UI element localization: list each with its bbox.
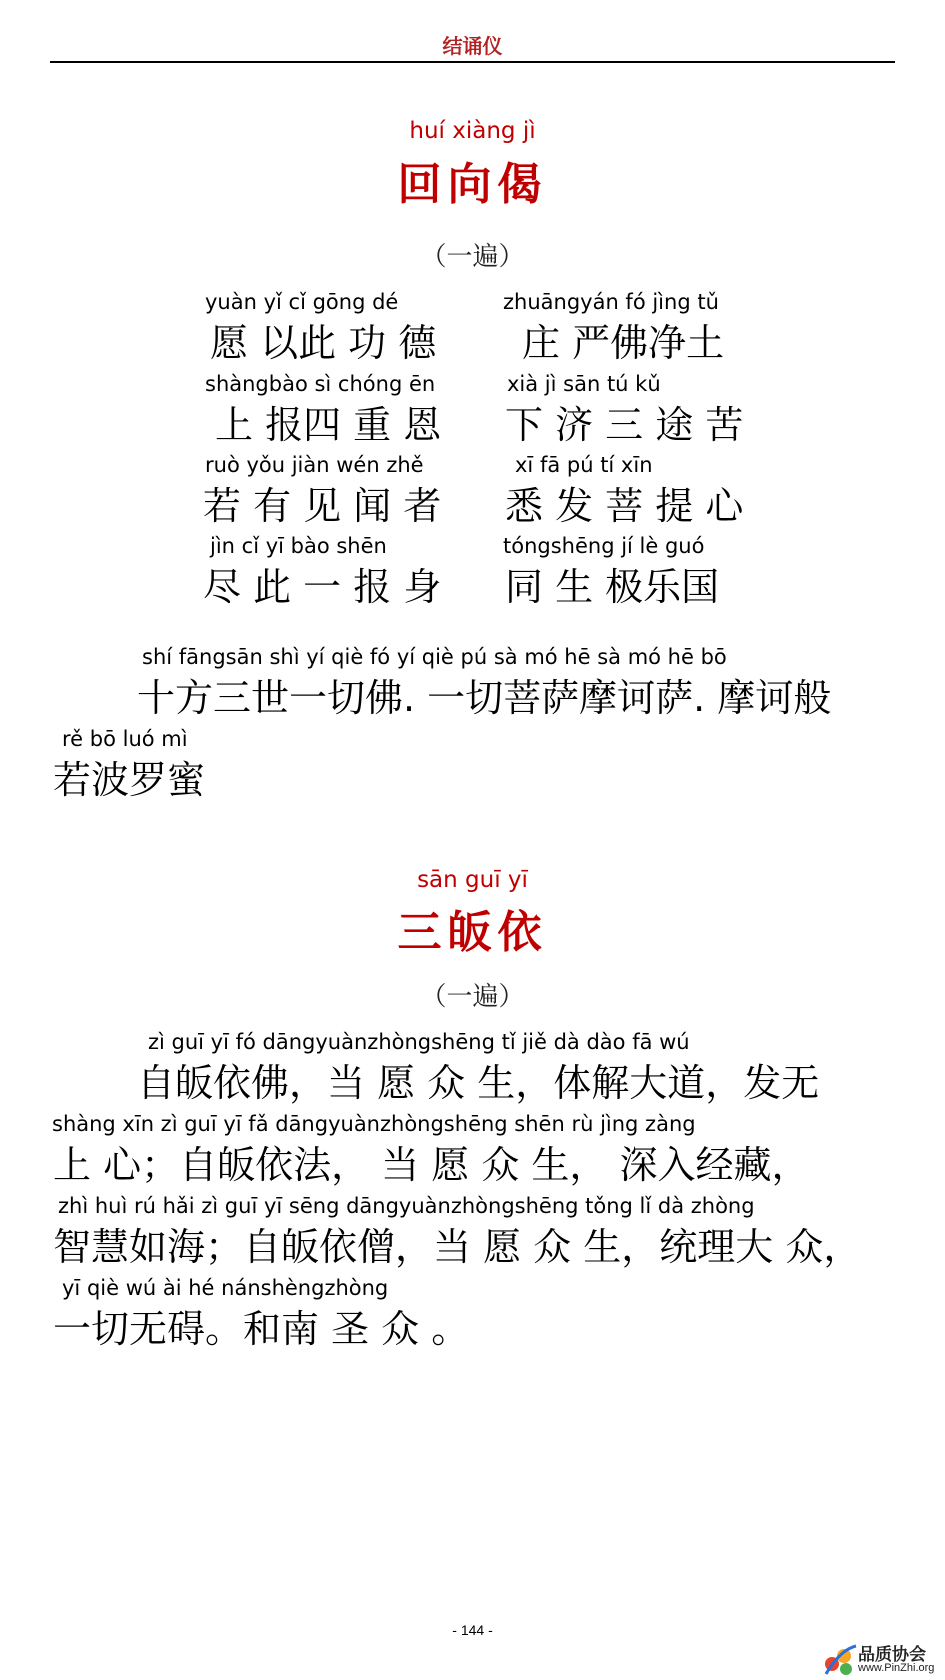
verse-pinyin: ruò yǒu jiàn wén zhě [205,453,424,477]
running-header: 结诵仪 [442,34,503,58]
verse-pinyin: tóngshēng jí lè guó [503,534,705,558]
paragraph-text: 智慧如海；自皈依僧，当 愿 众 生，统理大 众， [53,1225,862,1269]
pinzhi-logo-icon [822,1640,858,1678]
verse-pinyin: xī fā pú tí xīn [515,453,653,477]
verse-text: 上 报四 重 恩 [215,403,442,447]
verse-text: 同 生 极乐国 [505,565,720,609]
verse-pinyin: shàngbào sì chóng ēn [205,372,436,396]
paragraph-pinyin: zhì huì rú hǎi zì guī yī sēng dāngyuànzhòngshēng tǒng lǐ dà zhòng [58,1194,755,1218]
header-rule [50,61,895,63]
verse-text: 悉 发 菩 提 心 [505,484,744,528]
paragraph-pinyin: shàng xīn zì guī yī fǎ dāngyuànzhòngshēng shēn rù jìng zàng [52,1112,696,1136]
verse-text: 若 有 见 闻 者 [203,484,442,528]
paragraph-text: 十方三世一切佛. 一切菩萨摩诃萨. 摩诃般 [137,676,832,720]
verse-pinyin: zhuāngyán fó jìng tǔ [503,290,719,314]
verse-text: 庄 严佛净土 [522,321,725,365]
paragraph-pinyin: yī qiè wú ài hé nánshèngzhòng [62,1276,389,1300]
verse-pinyin: yuàn yǐ cǐ gōng dé [205,290,399,314]
paragraph-pinyin: zì guī yī fó dāngyuànzhòngshēng tǐ jiě dà dào fā wú [148,1030,690,1054]
page-number: - 144 - [452,1622,493,1638]
paragraph-text: 若波罗蜜 [53,758,206,802]
verse-pinyin: xià jì sān tú kǔ [507,372,661,396]
verse-text: 愿 以此 功 德 [210,321,437,365]
footer-logo-name: 品质协会 [858,1645,926,1665]
verse-text: 下 济 三 途 苦 [505,403,744,447]
section1-title-pinyin: huí xiàng jì [409,118,536,144]
section2-title-pinyin: sān guī yī [417,867,528,893]
footer-logo-url: www.PinZhi.org [858,1662,935,1674]
section2-times: （一遍） [420,982,525,1012]
section2-title: 三皈依 [397,907,548,958]
paragraph-text: 自皈依佛，当 愿 众 生，体解大道，发无 [137,1061,820,1105]
paragraph-text: 一切无碍。和南 圣 众 。 [53,1307,470,1351]
verse-text: 尽 此 一 报 身 [203,565,442,609]
paragraph-pinyin: shí fāngsān shì yí qiè fó yí qiè pú sà mó hē sà mó hē bō [142,645,727,669]
section1-title: 回向偈 [397,159,548,210]
paragraph-pinyin: rě bō luó mì [62,727,188,751]
verse-pinyin: jìn cǐ yī bào shēn [210,534,387,558]
paragraph-text: 上 心；自皈依法， 当 愿 众 生， 深入经藏， [53,1143,810,1187]
section1-times: （一遍） [420,242,525,272]
